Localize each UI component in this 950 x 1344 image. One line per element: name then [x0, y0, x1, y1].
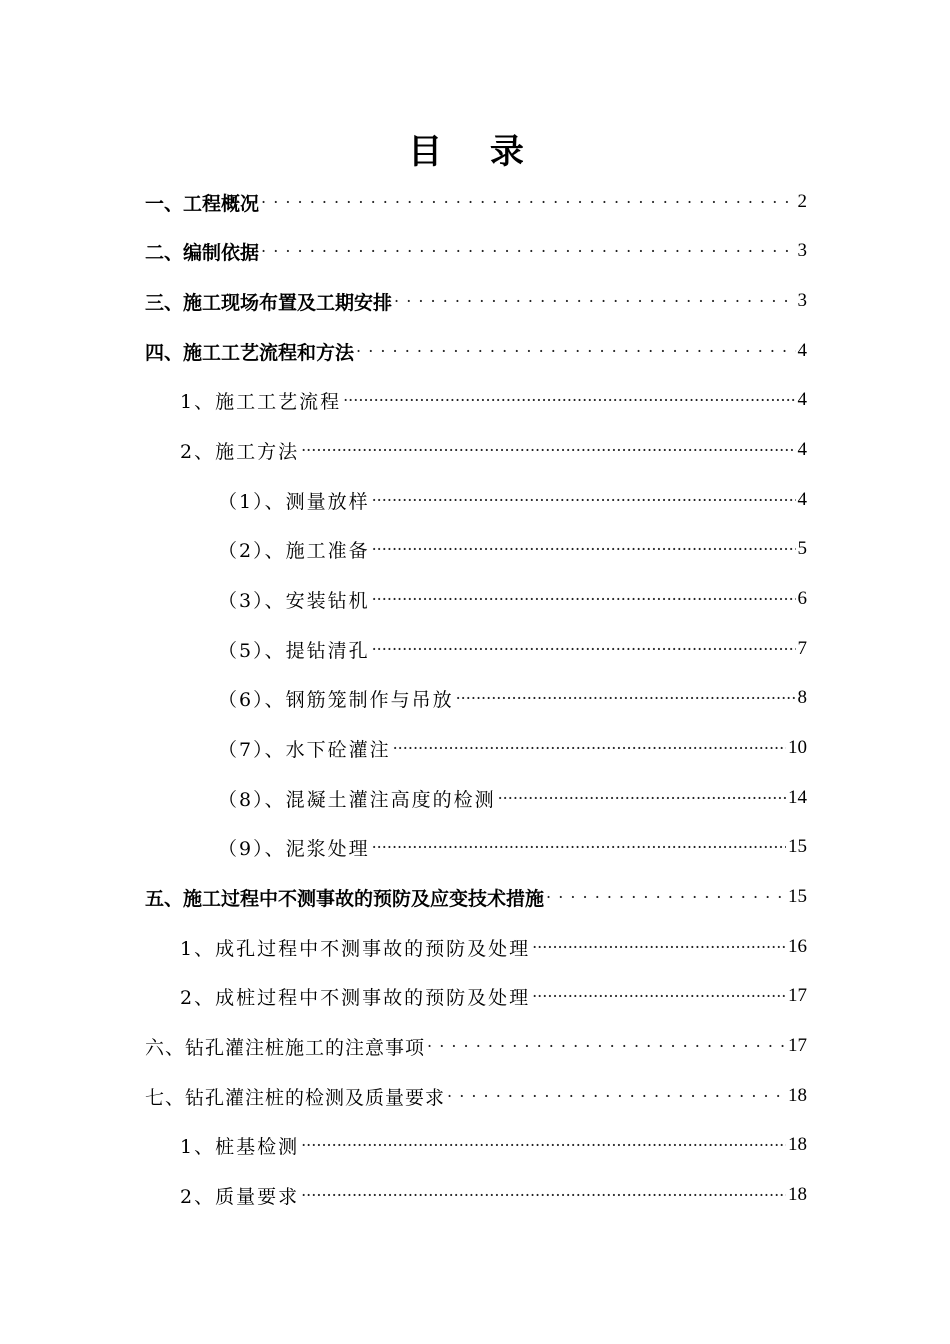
- toc-entry-page: 5: [797, 538, 807, 559]
- toc-entry-page: 16: [788, 936, 807, 957]
- toc-leader-dots: [447, 1086, 786, 1106]
- toc-entry-label: （5）、提钻清孔: [218, 639, 370, 662]
- toc-leader-dots: [343, 390, 795, 410]
- toc-entry-page: 8: [797, 687, 807, 708]
- toc-entry-page: 15: [788, 886, 807, 907]
- toc-entry-page: 4: [797, 389, 807, 410]
- toc-entry-page: 17: [788, 985, 807, 1006]
- toc-entry-label: 1、桩基检测: [180, 1135, 300, 1158]
- toc-entry-page: 2: [797, 191, 807, 212]
- toc-entry-page: 14: [788, 787, 807, 808]
- toc-leader-dots: [372, 539, 796, 559]
- toc-leader-dots: [261, 241, 795, 261]
- toc-entry-page: 18: [788, 1085, 807, 1106]
- toc-entry-section-3[interactable]: [145, 281, 807, 321]
- toc-entry-subsection[interactable]: [180, 976, 807, 1016]
- toc-entry-page: 10: [788, 737, 807, 758]
- toc-entry-item[interactable]: [218, 529, 807, 569]
- toc-leader-dots: [301, 1135, 786, 1155]
- toc-entry-page: 4: [797, 340, 807, 361]
- toc-leader-dots: [546, 887, 786, 907]
- toc-entry-label: （9）、泥浆处理: [218, 837, 370, 860]
- toc-entry-label: 三、施工现场布置及工期安排: [145, 291, 393, 314]
- toc-title: 目 录: [408, 132, 542, 172]
- toc-entry-section-2[interactable]: [145, 231, 807, 271]
- toc-leader-dots: [394, 291, 795, 311]
- toc-entry-item[interactable]: [218, 827, 807, 867]
- toc-entry-subsection[interactable]: [180, 380, 807, 420]
- toc-entry-page: 17: [788, 1035, 807, 1056]
- toc-entry-subsection[interactable]: [180, 430, 807, 470]
- toc-entry-section-6[interactable]: [145, 1026, 807, 1066]
- toc-entry-label: 2、质量要求: [180, 1185, 300, 1208]
- toc-entry-page: 18: [788, 1134, 807, 1155]
- toc-entry-page: 15: [788, 836, 807, 857]
- toc-entry-item[interactable]: [218, 778, 807, 818]
- toc-entry-page: 3: [797, 240, 807, 261]
- toc-entry-label: 四、施工工艺流程和方法: [145, 341, 355, 364]
- toc-entry-label: 六、钻孔灌注桩施工的注意事项: [145, 1036, 426, 1059]
- toc-leader-dots: [532, 986, 786, 1006]
- toc-entry-label: 七、钻孔灌注桩的检测及质量要求: [145, 1086, 446, 1109]
- toc-leader-dots: [372, 837, 786, 857]
- toc-entry-item[interactable]: [218, 480, 807, 520]
- toc-entry-page: 4: [797, 439, 807, 460]
- toc-entry-item[interactable]: [218, 579, 807, 619]
- toc-entry-section-5[interactable]: [145, 877, 807, 917]
- toc-leader-dots: [456, 688, 796, 708]
- toc-entry-item[interactable]: [218, 678, 807, 718]
- toc-leader-dots: [393, 738, 786, 758]
- toc-entry-page: 6: [797, 588, 807, 609]
- toc-entry-subsection[interactable]: [180, 927, 807, 967]
- toc-entry-subsection[interactable]: [180, 1125, 807, 1165]
- toc-entry-page: 4: [797, 489, 807, 510]
- toc-leader-dots: [301, 1185, 786, 1205]
- toc-entry-page: 7: [797, 638, 807, 659]
- toc-entry-page: 18: [788, 1184, 807, 1205]
- toc-entry-label: （7）、水下砼灌注: [218, 738, 391, 761]
- toc-entry-label: 一、工程概况: [145, 192, 260, 215]
- toc-entry-label: 2、施工方法: [180, 440, 300, 463]
- toc-entry-subsection[interactable]: [180, 1175, 807, 1215]
- toc-leader-dots: [372, 589, 796, 609]
- toc-entry-label: （1）、测量放样: [218, 490, 370, 513]
- toc-entry-label: 1、成孔过程中不测事故的预防及处理: [180, 937, 531, 960]
- toc-entry-label: （2）、施工准备: [218, 539, 370, 562]
- toc-leader-dots: [427, 1036, 786, 1056]
- toc-entry-label: 2、成桩过程中不测事故的预防及处理: [180, 986, 531, 1009]
- toc-leader-dots: [532, 937, 786, 957]
- toc-leader-dots: [498, 788, 786, 808]
- toc-entry-section-1[interactable]: [145, 182, 807, 222]
- toc-leader-dots: [356, 341, 795, 361]
- toc-leader-dots: [261, 192, 795, 212]
- toc-entry-label: （8）、混凝土灌注高度的检测: [218, 788, 496, 811]
- toc-entry-label: （6）、钢筋笼制作与吊放: [218, 688, 454, 711]
- toc-entry-section-4[interactable]: [145, 331, 807, 371]
- toc-leader-dots: [372, 490, 796, 510]
- toc-entry-label: （3）、安装钻机: [218, 589, 370, 612]
- toc-entry-page: 3: [797, 290, 807, 311]
- toc-leader-dots: [301, 440, 795, 460]
- toc-leader-dots: [372, 639, 796, 659]
- toc-entry-item[interactable]: [218, 728, 807, 768]
- toc-entry-item[interactable]: [218, 629, 807, 669]
- toc-entry-label: 1、施工工艺流程: [180, 390, 342, 413]
- toc-entry-section-7[interactable]: [145, 1076, 807, 1116]
- toc-entry-label: 五、施工过程中不测事故的预防及应变技术措施: [145, 887, 545, 910]
- toc-entry-label: 二、编制依据: [145, 241, 260, 264]
